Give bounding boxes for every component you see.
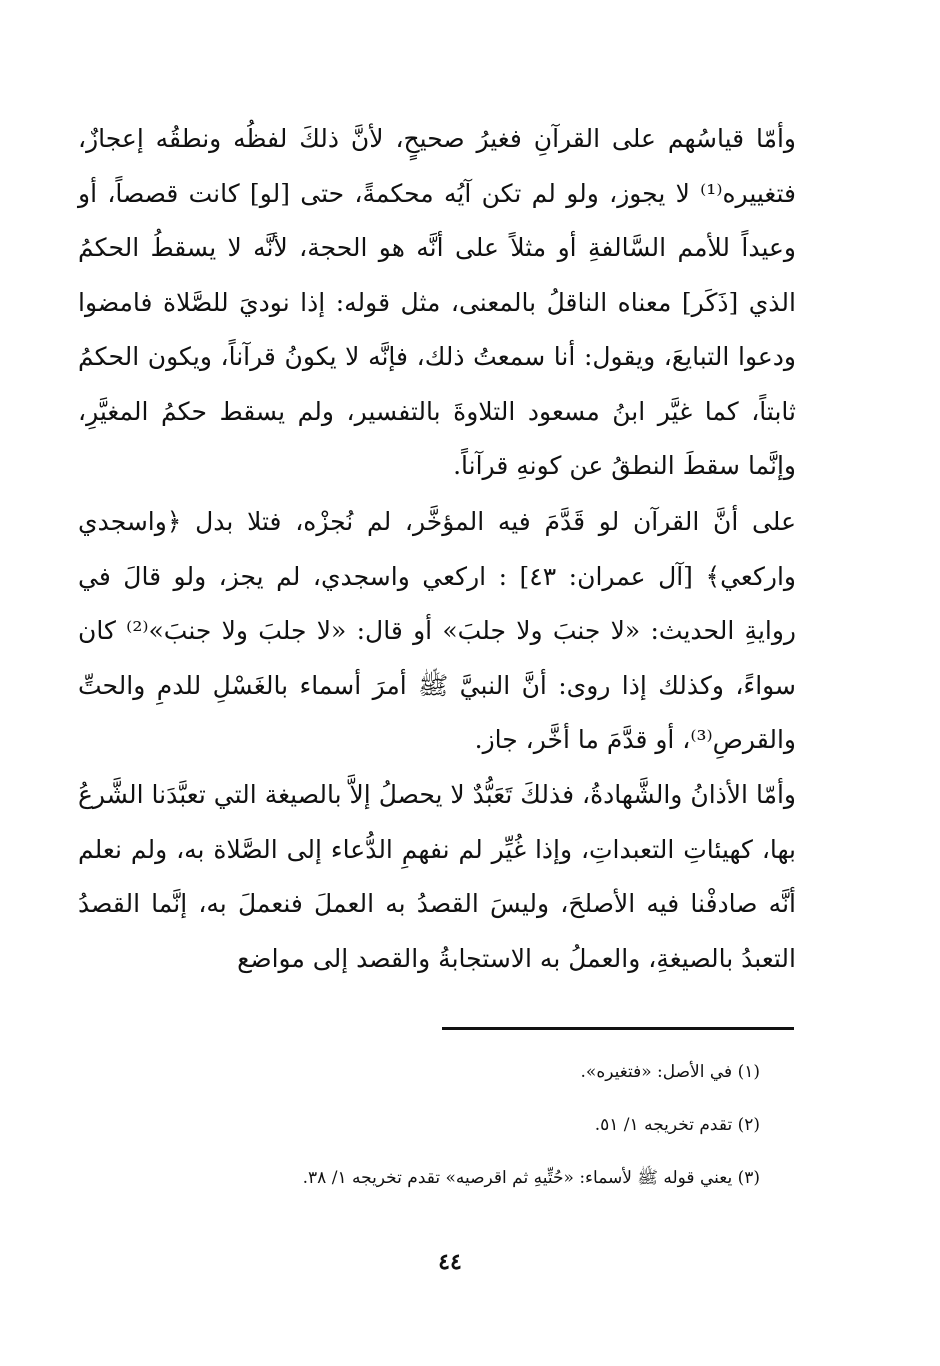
page-number: ٤٤ bbox=[438, 1249, 462, 1275]
footnotes bbox=[120, 1052, 760, 1211]
footnote-separator bbox=[442, 1027, 794, 1030]
footnote-1: (١) في الأصل: «فتغيره». bbox=[580, 1062, 760, 1082]
paragraph-2: على أنَّ القرآن لو قَدَّمَ فيه المؤخَّر، لم نُجزْه، فتلا بدل ﴿واسجدي واركعي﴾ [آل عمران: ٤٣] : اركعي واسجدي، لم يجز، ولو قالَ في روايةِ الحديث: «لا جنبَ ولا جلبَ» أو قال: «لا جلبَ ولا جنبَ»⁽²⁾ كان سواءً، وكذلك إذا روى: أنَّ النبيَّ ﷺ أمرَ أسماء بالغَسْلِ للدمِ والحتِّ والقرصِ⁽³⁾، أو قدَّمَ ما أخَّر، جاز. bbox=[78, 507, 796, 754]
paragraph-1: وأمّا قياسُهم على القرآنِ فغيرُ صحيحٍ، لأنَّ ذلكَ لفظُه ونطقُه إعجازٌ، فتغييره⁽¹⁾ لا يجوز، ولو لم تكن آيُه محكمةً، حتى [لو] كانت قصصاً، أو وعيداً للأمم السَّالفةِ أو مثلاً على أنَّه هو الحجة، لأنَّه لا يسقطُ الحكمُ الذي [ذَكَر] معناه الناقلُ بالمعنى، مثل قوله: إذا نوديَ للصَّلاة فامضوا ودعوا التبايعَ، ويقول: أنا سمعتُ ذلك، فإنَّه لا يكونُ قرآناً، ويكون الحكمُ ثابتاً، كما غيَّر ابنُ مسعود التلاوةَ بالتفسير، ولم يسقط حكمُ المغيَّرِ، وإنَّما سقطَ النطقُ عن كونهِ قرآناً. bbox=[78, 124, 796, 480]
footnote-2: (٢) تقدم تخريجه ١/ ٥١. bbox=[594, 1115, 760, 1135]
paragraph-3: وأمّا الأذانُ والشَّهادةُ، فذلكَ تَعَبُّدٌ لا يحصلُ إلاَّ بالصيغة التي تعبَّدَنا الشَّرعُ بها، كهيئاتِ التعبداتِ، وإذا غُيِّر لم نفهمِ الدُّعاء إلى الصَّلاة به، ولم نعلم أنَّه صادفْنا فيه الأصلحَ، وليسَ القصدُ به العملَ فنعملَ به، إنَّما القصدُ التعبدُ بالصيغةِ، والعملُ به الاستجابةُ والقصد إلى مواضع bbox=[78, 780, 796, 973]
footnote-3: (٣) يعني قوله ﷺ لأسماء: «حُتِّيهِ ثم اقرصيه» تقدم تخريجه ١/ ٣٨. bbox=[302, 1168, 760, 1188]
